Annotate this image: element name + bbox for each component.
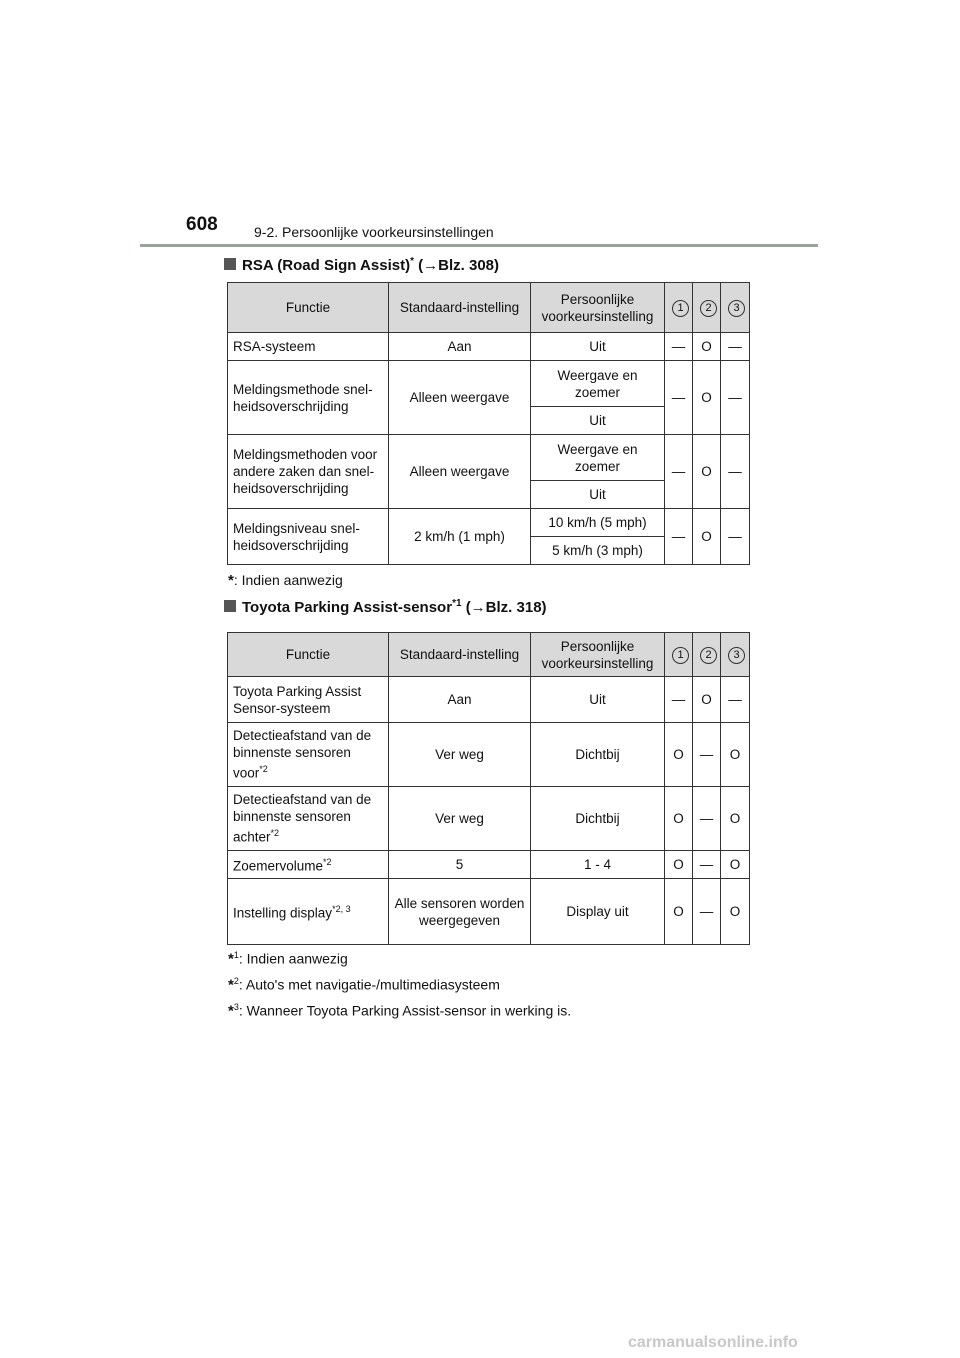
table-row: Zoemervolume$^{*2}$ 5 1 - 4 O — O [228,851,750,879]
table-row: 5 km/h (3 mph) [228,537,750,565]
rsa-footnote: *: Indien aanwezig [228,572,343,589]
table-row: Meldingsmethoden voor andere zaken dan snel-heidsoverschrijding Alleen weergave Weergave en zoemer — O — [228,435,750,481]
page-number: 608 [186,214,218,235]
col-header-persoonlijk: Persoonlijke voorkeursinstelling [531,283,665,333]
table-row: Detectieafstand van de binnenste sensoren voor$^{*2}$ Ver weg Dichtbij O — O [228,723,750,787]
table-row: RSA-systeem Aan Uit — O — [228,333,750,361]
table-header-row [228,633,750,677]
watermark: carmanualsonline.info [628,1334,798,1351]
table-row: Toyota Parking Assist Sensor-systeem Aan Uit — O — [228,677,750,723]
table-row: Detectieafstand van de binnenste sensoren achter$^{*2}$ Ver weg Dichtbij O — O [228,787,750,851]
header-divider [140,244,818,247]
circled-2-icon: 2 [700,300,717,317]
section-title: 9-2. Persoonlijke voorkeursinstellingen [254,224,494,240]
col-header-2 [693,283,721,333]
rsa-table [227,282,750,565]
col-header-standaard: Standaard-instelling [389,283,531,333]
col-header-functie: Functie [228,283,389,333]
col-header-3 [721,283,750,333]
rsa-heading: RSA (Road Sign Assist)* (→Blz. 308) [224,256,499,274]
circled-3-icon: 3 [728,300,745,317]
square-bullet-icon [224,600,236,612]
tpa-footnote-2: *$^2$: Auto's met navigatie-/multimediasysteem [228,976,500,994]
tpa-heading: Toyota Parking Assist-sensor$^{*1}$ (→Blz. 318) [224,598,547,616]
table-row: Uit [228,481,750,509]
circled-3-icon: 3 [728,647,745,664]
table-row: Instelling display$^{*2, 3}$ Alle sensoren worden weergegeven Display uit O — O [228,879,750,945]
circled-2-icon: 2 [700,647,717,664]
circled-1-icon: 1 [672,647,689,664]
tpa-footnote-3: *$^3$: Wanneer Toyota Parking Assist-sensor in werking is. [228,1002,572,1020]
col-header-3 [721,633,750,677]
col-header-2 [693,633,721,677]
circled-1-icon: 1 [672,300,689,317]
col-header-persoonlijk: Persoonlijke voorkeursinstelling [531,633,665,677]
tpa-table [227,632,750,945]
tpa-footnote-1: *$^1$: Indien aanwezig [228,950,348,968]
table-row: Uit [228,407,750,435]
square-bullet-icon [224,258,236,270]
col-header-1 [665,633,693,677]
col-header-1 [665,283,693,333]
table-header-row [228,283,750,333]
col-header-functie: Functie [228,633,389,677]
col-header-standaard: Standaard-instelling [389,633,531,677]
table-row: Meldingsmethode snel-heidsoverschrijding Alleen weergave Weergave en zoemer — O — [228,361,750,407]
table-row: Meldingsniveau snel-heidsoverschrijding 2 km/h (1 mph) 10 km/h (5 mph) — O — [228,509,750,537]
